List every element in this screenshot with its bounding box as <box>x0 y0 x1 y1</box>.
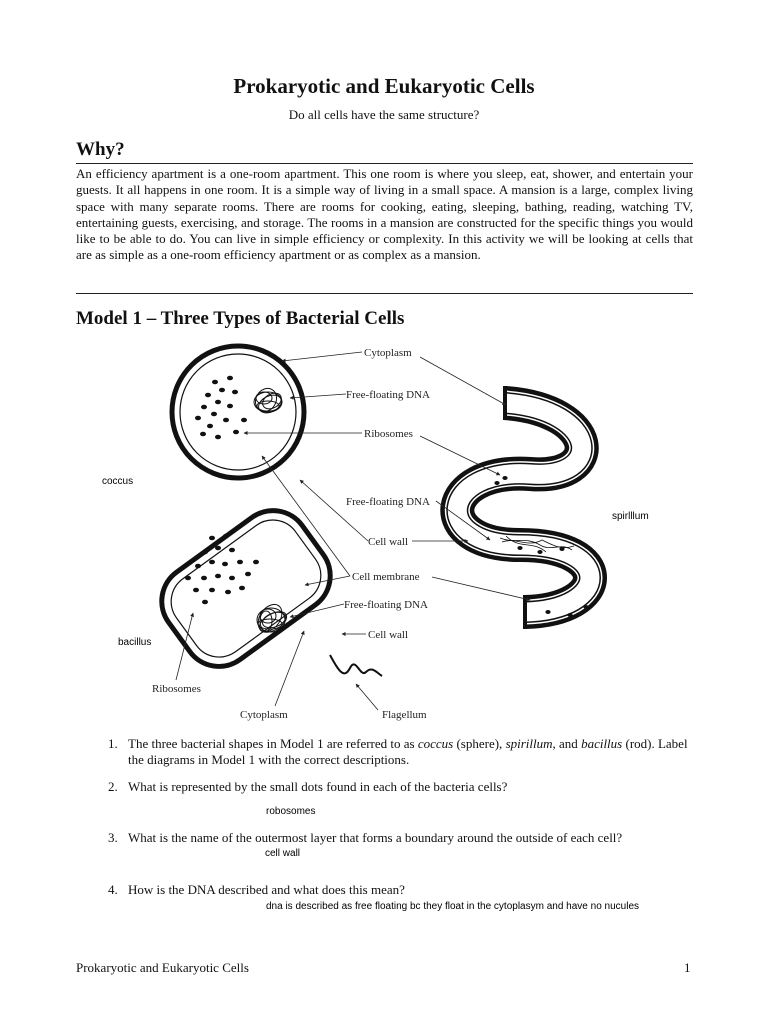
label-ribosomes-top: Ribosomes <box>364 428 413 440</box>
model1-heading: Model 1 – Three Types of Bacterial Cells <box>76 308 405 329</box>
label-cell-membrane: Cell membrane <box>352 571 420 583</box>
label-cell-wall-mid: Cell wall <box>368 536 409 548</box>
question-number: 1. <box>108 736 118 751</box>
label-dna-spiral: Free-floating DNA <box>346 496 431 508</box>
spirillum-cell <box>457 386 590 629</box>
why-paragraph: An efficiency apartment is a one-room apartment. This one room is where you sleep, eat, shower, and entertain your guests. It all happens in one room. It is a simple way of living in a small space. A mansion is a large, complex living space with many separate rooms. There are rooms for cooking, eating, sleeping, bathing, reading, watching TV, entertaining guests, exercising, and storage. The rooms in a mansion are constructed for the specific things you would like to be able to do. You can live in simple efficiency or complexity. In this activity we will be looking at cells that are as simple as a one-room efficiency apartment or as complex as a mansion. <box>76 166 693 263</box>
bacterial-cells-diagram <box>0 335 768 730</box>
why-top-rule <box>76 163 693 164</box>
why-bottom-rule <box>76 293 693 294</box>
page-title: Prokaryotic and Eukaryotic Cells <box>233 74 535 98</box>
footer-title: Prokaryotic and Eukaryotic Cells <box>76 960 249 975</box>
question-text: The three bacterial shapes in Model 1 are referred to as coccus (sphere), spirillum, and bacillus (rod). Label the diagrams in Model 1 with the correct descriptions. <box>128 736 688 767</box>
label-ribosomes-bottom: Ribosomes <box>152 683 201 695</box>
question-number: 2. <box>108 779 118 794</box>
label-cytoplasm-top: Cytoplasm <box>364 347 412 359</box>
answer-4: dna is described as free floating bc they float in the cytoplasym and have no nucules <box>266 901 640 912</box>
why-heading: Why? <box>76 139 125 160</box>
page-number: 1 <box>684 960 691 975</box>
answer-3: cell wall <box>265 848 301 859</box>
question-text: What is represented by the small dots found in each of the bacteria cells? <box>128 779 508 794</box>
question-text: What is the name of the outermost layer that forms a boundary around the outside of each cell? <box>128 830 623 845</box>
label-cytoplasm-bottom: Cytoplasm <box>240 709 288 721</box>
answer-label-coccus: coccus <box>102 476 134 487</box>
label-flagellum: Flagellum <box>382 709 427 721</box>
page-subtitle: Do all cells have the same structure? <box>288 107 480 122</box>
question-number: 3. <box>108 830 118 845</box>
coccus-cell <box>172 346 304 478</box>
question-text: How is the DNA described and what does this mean? <box>128 882 405 897</box>
label-dna-bacillus: Free-floating DNA <box>344 599 429 611</box>
flagellum-shape <box>330 655 382 676</box>
label-dna-top: Free-floating DNA <box>346 389 431 401</box>
label-cell-wall-bacillus: Cell wall <box>368 629 409 641</box>
question-number: 4. <box>108 882 118 897</box>
answer-2: robosomes <box>266 806 316 817</box>
answer-label-spirillum: spirlllum <box>612 511 649 522</box>
answer-label-bacillus: bacillus <box>118 637 152 648</box>
